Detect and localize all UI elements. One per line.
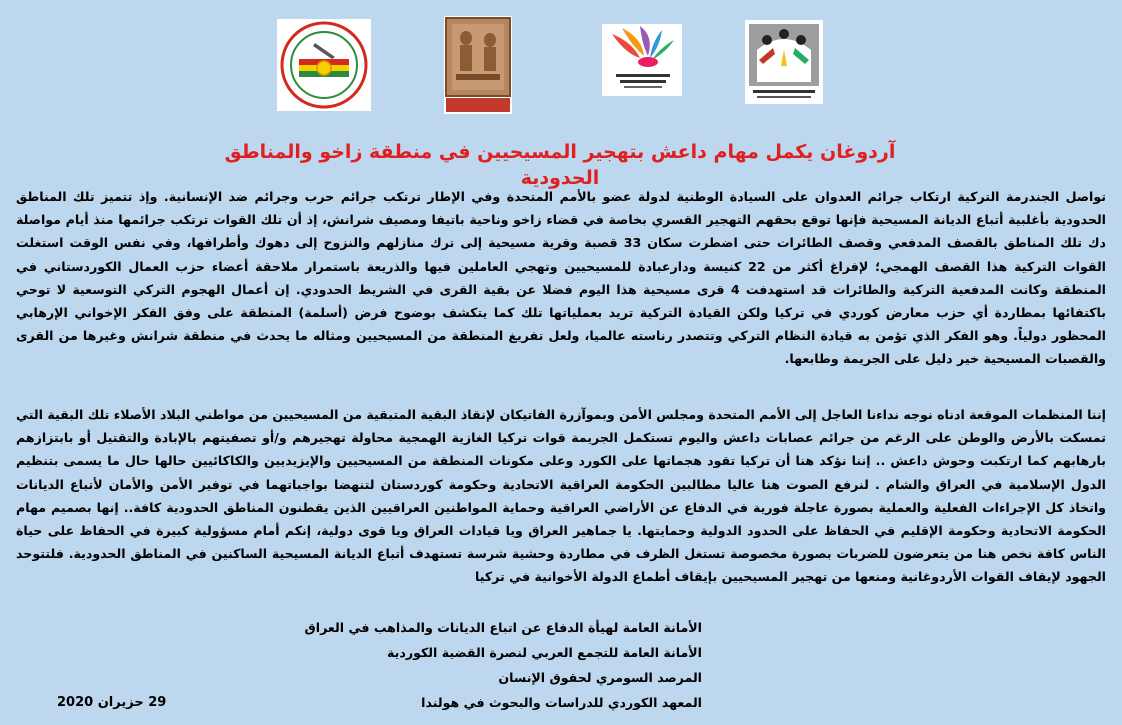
body-paragraph-1: تواصل الجندرمة التركية ارتكاب جرائم العدوان على السيادة الوطنية لدولة عضو بالأمم المتحدة وفي الإطار ترتكب جرائم حرب وجرائم ضد الإنسانية. وإذ تتميز تلك المناطق الحدودية بأغلبية أتباع الديانة المسيحية فإنها توقع بحقهم التهجير القسري بخاصة في قضاء زاخو وناحية باتيفا ومصيف شرانش، إذ أن تلك القوات ترتكب جرائمها منذ أيام مواصلة دك تلك المناطق بالقصف المدفعي وقصف الطائرات حتى اضطرت سكان 33 قصبة وقرية مسيحية إلى ترك منازلهم والنزوح إلى دهوك وأطرافها، وفي نفس الوقت استغلت القوات التركية هذا القصف الهمجي؛ لإفراغ أكثر من 22 كنيسة ودارعبادة للمسيحيين وتهجي العاملين فيها والذريعة باستمرار ملاحقة أعضاء حزب العمال الكوردستاني في المنطقة وكانت المدفعية التركية والطائرات قد استهدفت 4 قرى مسيحية هذا اليوم فضلا عن بقية القرى في الشريط الحدودي. إن أعمال الهجوم التركي التوسعية لا توحي باكتفائها بمطاردة أي حزب معارض كوردي في تركيا ولكن القيادة التركية تريد بعملياتها تلك كما يتكشف بوضوح فرض (أسلمة) المنطقة على وفق الفكر الإخواني الإرهابي المحظور دولياً. وهو الفكر الذي تؤمن به قيادة النظام التركي وتتصدر رناسته عالميا، ولعل تفريغ المنطقة من المسيحيين ومثاله ما يحدث في منطقة شرانش وغيرها من القرى والقصبات المسيحية خير دليل على الجريمة وطابعها.	[16, 189, 1107, 367]
page-title: آردوغان يكمل مهام داعش بتهجير المسيحيين في منطقة زاخو والمناطق الحدودية	[224, 141, 896, 189]
signatory-religions-body: الأمانة العامة لهيأة الدفاع عن اتباع الديانات والمذاهب في العراق	[304, 620, 702, 635]
body-paragraph-2: إننا المنظمات الموقعة ادناه نوجه نداءنا العاجل إلى الأمم المتحدة ومجلس الأمن وبموآزرة الفاتيكان لإنقاذ البقية المتبقية من المسيحيين من مواطني البلاد الأصلاء تلك البقية التي تمسكت بالأرض والوطن على الرغم من جرائم عصابات داعش واليوم تستكمل الجريمة قوات تركيا الغازية الهمجية محاولة تهجيرهم و/أو تصفيتهم بالإبادة والتقتيل أو بابتزازهم بارهابهم كما ارتكبت وحوش داعش .. إننا نؤكد هنا أن تركيا تقود هجماتها على الكورد وعلى مكونات المنطقة من المسيحيين والإيزيديين والكاكائيين حالها حال ما يسمى بتنظيم الدول الإسلامية في العراق والشام . لنرفع الصوت هنا عاليا مطالبين الحكومة العراقية الاتحادية وحكومة كوردستان لتنهضا بواجباتهما في توفير الأمن والأمان لأتباع الديانات واتخاذ كل الإجراءات الفعلية والعملية بصورة عاجلة فورية في الدفاع عن الأراضي العراقية وحماية المواطنين العراقيين الذين يقطنون المناطق الحدودية كافة.. إنها بصميم مهام الحكومة الاتحادية وحكومة الإقليم في الحفاظ على الحدود الدولية وحمايتها. يا جماهير العراق ويا قيادات العراق ويا قوى دولية، إنكم أمام مسؤولية كبيرة في الحفاظ على حياة الناس كافة نخص هنا من يتعرضون للضربات بصورة مخصوصة تستغل الظرف في مطاردة وحشية شرسة تستهدف أتباع الديانة المسيحية الساكنين في المناطق الحدودية. فلتتوحد الجهود لإيقاف القوات الأردوغانية ومنعها من تهجير المسيحيين بإيقاف أطماع الدولة الأخوانية في تركيا	[16, 407, 1106, 585]
signatory-arab-gathering: الأمانة العامة للتجمع العربي لنصرة القضية الكوردية	[387, 645, 702, 660]
kurdish-institute-logo	[277, 19, 371, 111]
religions-body-logo	[602, 24, 682, 96]
observatory-logo	[444, 16, 512, 114]
arab-gathering-logo	[745, 20, 823, 104]
signatory-sumerian-observatory: المرصد السومري لحقوق الإنسان	[498, 670, 702, 685]
signatory-kurdish-institute: المعهد الكوردي للدراسات والبحوث في هولندا	[421, 695, 702, 710]
document-date: 29 حزيران 2020	[57, 695, 167, 710]
